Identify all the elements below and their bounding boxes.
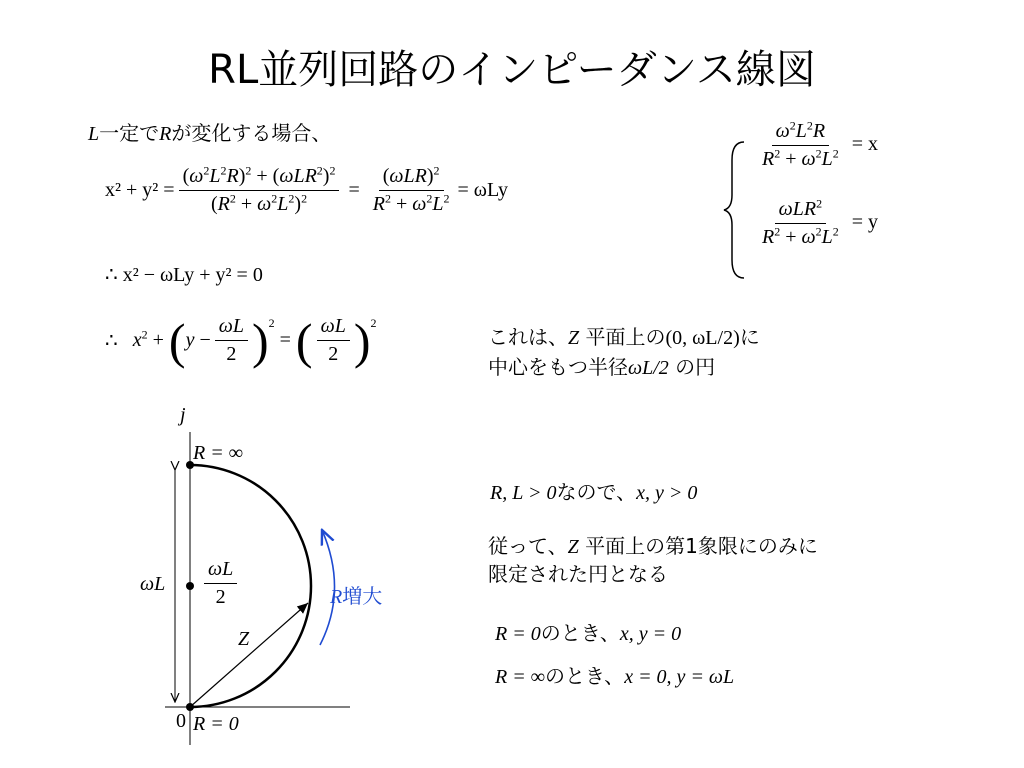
r-zero-jp: のとき、 — [540, 621, 620, 645]
intro-text2: が変化する場合、 — [171, 121, 332, 145]
r-increase-label — [330, 580, 382, 609]
circle-desc-d: 中心をもつ半径 — [488, 355, 628, 379]
half-num: ωL — [208, 558, 234, 580]
r-increase-text: 増大 — [342, 584, 383, 608]
r-inf-jp: のとき、 — [544, 664, 625, 688]
circle-center: (0, ωL/2) — [665, 327, 740, 349]
half-den: 2 — [215, 586, 226, 608]
quadrant-a: 従って、 — [488, 534, 568, 558]
quadrant-line2: 限定された円となる — [488, 562, 668, 586]
omega-l-text: ωL — [140, 573, 166, 595]
step1-result: = ωLy — [457, 179, 509, 201]
z-vector-text: Z — [238, 628, 250, 650]
var-l: L — [88, 123, 100, 145]
circle-radius: ωL/2 — [628, 357, 669, 379]
point-center — [186, 582, 194, 590]
circle-desc-c: に — [739, 325, 760, 349]
intro-text1: 一定で — [99, 121, 160, 145]
step1-lhs: x² + y² = — [105, 179, 175, 201]
step3-equation: ∴ $x^2$ + ( y − $\frac{\omega L}{2}$ ) $^2$ = ( $\frac{\omega L}{2}$ ) $^2$ — [105, 312, 377, 369]
page-title: RL並列回路のインピーダンス線図 — [208, 47, 816, 93]
r-zero-point-text: R = 0 — [193, 713, 239, 735]
condition-rhs: x, y > 0 — [636, 482, 698, 504]
system-eq-x: $\frac{\omega^2L^2R}{R^2 + \omega^2L^2}$ = x — [762, 118, 879, 170]
r-increase-var: R — [330, 586, 343, 608]
r-zero-rhs: x, y = 0 — [619, 623, 682, 645]
var-r: R — [159, 123, 172, 145]
z-vector-label — [238, 628, 249, 651]
condition-jp: なので、 — [556, 480, 637, 504]
condition-lhs: R, L > 0 — [490, 482, 557, 504]
omega-l-label — [140, 573, 165, 596]
system-eq-y-rhs: = y — [851, 211, 879, 234]
r-zero-lhs: R = 0 — [495, 623, 541, 645]
r-zero-point-label — [193, 713, 239, 736]
var-z: Z — [568, 327, 580, 349]
step3-therefore: ∴ — [105, 330, 118, 352]
system-eq-y: $\frac{\omega LR^2}{R^2 + \omega^2L^2}$ = y — [762, 196, 879, 248]
circle-desc-a: これは、 — [488, 325, 568, 349]
axis-j-label — [180, 404, 186, 427]
quadrant-b: 平面上の第1象限にのみに — [578, 534, 818, 558]
main-equation: x² + y² = $\frac{(\omega^2L^2R)^2 + (\omega LR^2)^2}{(R^2 + \omega^2L^2)^2}$ = $\frac{(\omega LR)^2}{R^2 + \omega^2L^2}$ = ωLy — [105, 163, 509, 215]
half-omega-l-label — [200, 558, 241, 609]
circle-desc-b: 平面上の — [579, 325, 666, 349]
r-inf-rhs: x = 0, y = ωL — [624, 666, 735, 688]
r-inf-lhs: R = ∞ — [495, 666, 545, 688]
quadrant-z: Z — [567, 536, 579, 558]
circle-desc-e: の円 — [668, 355, 716, 379]
step2-equation: ∴ x² − ωLy + y² = 0 — [105, 264, 263, 286]
system-eq-x-rhs: = x — [851, 133, 879, 156]
r-inf-point-text: R = ∞ — [193, 442, 243, 464]
origin-label: 0 — [176, 710, 186, 732]
axis-j-text: j — [180, 404, 186, 426]
r-inf-point-label — [193, 442, 243, 465]
